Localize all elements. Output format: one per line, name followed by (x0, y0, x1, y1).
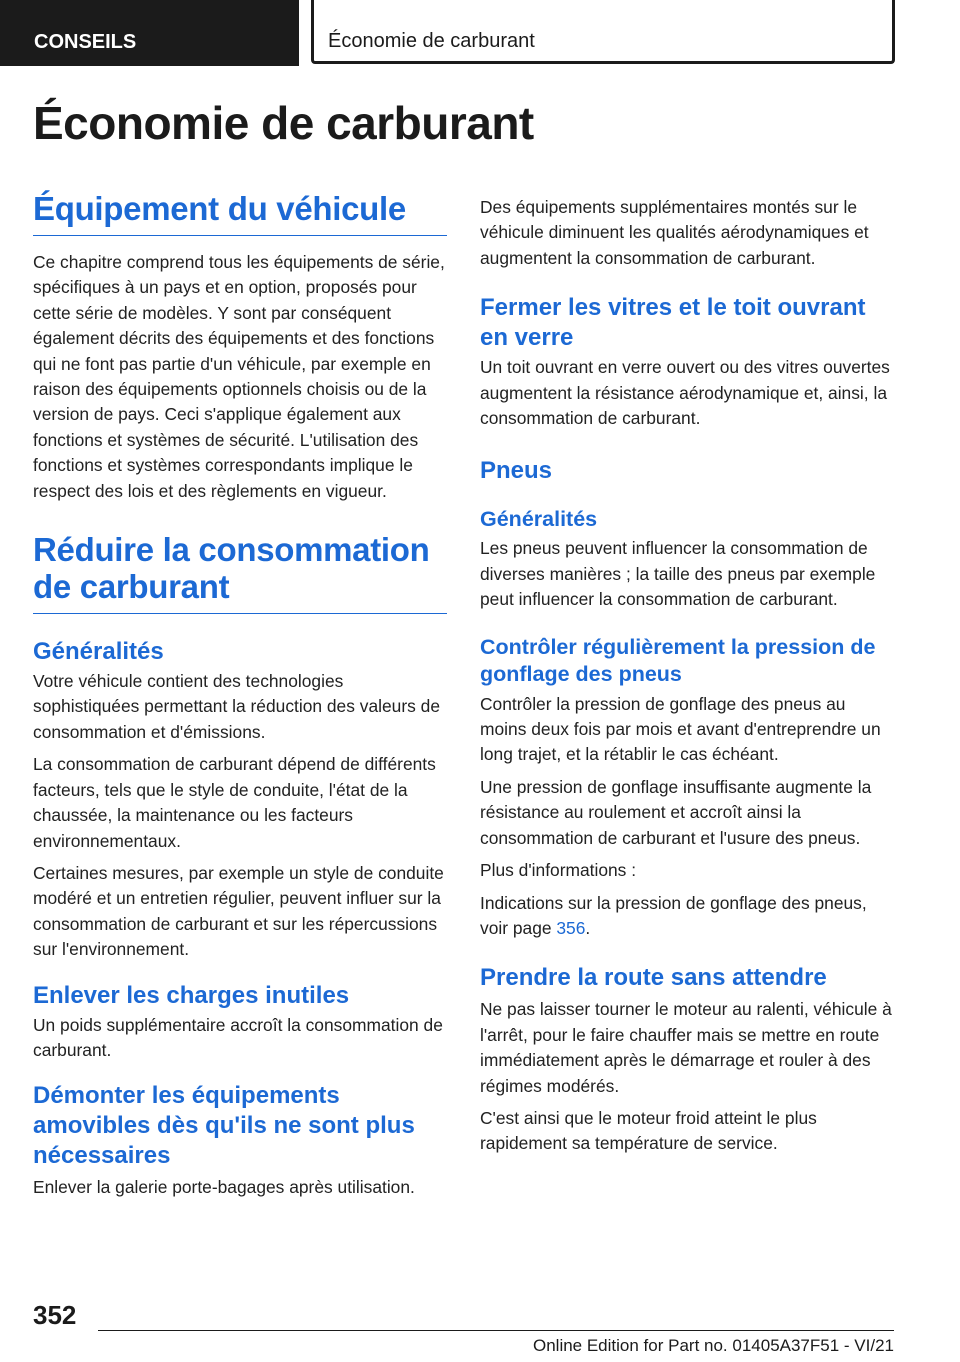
footer-edition: Online Edition for Part no. 01405A37F51 - VI/21 (532, 1336, 894, 1355)
section-title-equipement: Équipement du véhicule (33, 190, 447, 236)
reference-end: . (585, 917, 591, 938)
reference-text: Indications sur la pression de gonflage des pneus, voir page (480, 892, 867, 938)
paragraph: Certaines mesures, par exemple un style de conduite modéré et un entretien régulier, peuvent influer sur la consommation de carburant et sur les répercussions sur l'environnement. (33, 862, 444, 960)
subheading-route: Prendre la route sans attendre (480, 964, 827, 992)
subheading-demonter: Démonter les équipements amovibles dès qu'ils ne sont plus nécessaires (33, 1082, 415, 1170)
page-number: 352 (33, 1300, 77, 1330)
right-column (480, 195, 896, 1157)
paragraph: Contrôler la pression de gonflage des pneus au moins deux fois par mois et avant d'entreprendre un long trajet, et la rétablir le cas échéant. (480, 693, 881, 765)
paragraph: Un toit ouvrant en verre ouvert ou des vitres ouvertes augmentent la résistance aérodynamique et, ainsi, la consommation de carburant. (480, 357, 890, 429)
paragraph: Une pression de gonflage insuffisante augmente la résistance au roulement et accroît ainsi la consommation de carburant et l'usure des pneus. (480, 776, 872, 848)
subheading-pneus: Pneus (480, 457, 553, 485)
paragraph: C'est ainsi que le moteur froid atteint le plus rapidement sa température de service. (480, 1107, 817, 1154)
paragraph-reference (480, 891, 896, 942)
subheading-generalites: Généralités (33, 638, 164, 666)
paragraph: Enlever la galerie porte-bagages après utilisation. (33, 1177, 415, 1198)
page-link[interactable]: 356 (556, 917, 586, 938)
section-title-reduire: Réduire la consommation de carburant (33, 531, 447, 614)
paragraph: Ne pas laisser tourner le moteur au ralenti, véhicule à l'arrêt, pour le faire chauffer mais se mettre en route immédiatement après le démarrage et rouler à des régimes modérés. (480, 999, 892, 1096)
paragraph: Un poids supplémentaire accroît la consommation de carburant. (33, 1014, 443, 1060)
subheading-vitres: Fermer les vitres et le toit ouvrant en verre (480, 294, 866, 352)
paragraph: Les pneus peuvent influencer la consommation de diverses manières ; la taille des pneus par exemple peut influencer la consommation de carburant. (480, 538, 876, 610)
footer-divider (98, 1330, 894, 1331)
header-bar (0, 0, 960, 66)
subsubheading-pression: Contrôler régulièrement la pression de gonflage des pneus (480, 634, 876, 686)
subsubheading-generalites: Généralités (480, 507, 598, 532)
paragraph: Ce chapitre comprend tous les équipements de série, spécifiques à un pays et en option, proposés pour cette série de modèles. Y sont par conséquent également décrits des équipements et des fonctions qui ne font pas partie d'un véhicule, par exemple en raison des équipements optionnels choisis ou de la version de pays. Ceci s'applique également aux fonctions et systèmes de sécurité. L'utilisation des fonctions et systèmes correspondants implique le respect des lois et des règlements en vigueur. (33, 252, 445, 501)
page-title: Économie de carburant (33, 97, 534, 149)
section-tab: CONSEILS (0, 0, 299, 66)
paragraph: Plus d'informations : (480, 860, 637, 881)
chapter-tab: Économie de carburant (311, 0, 895, 64)
paragraph: Votre véhicule contient des technologies sophistiquées permettant la réduction des valeurs de consommation et d'émissions. (33, 671, 440, 742)
paragraph: Des équipements supplémentaires montés sur le véhicule diminuent les qualités aérodynamiques et augmentent la consommation de carburant. (480, 197, 869, 268)
subheading-charges: Enlever les charges inutiles (33, 981, 350, 1009)
paragraph: La consommation de carburant dépend de différents facteurs, tels que le style de conduite, l'état de la chaussée, la maintenance ou les facteurs environnementaux. (33, 754, 436, 851)
left-column (33, 190, 447, 1201)
